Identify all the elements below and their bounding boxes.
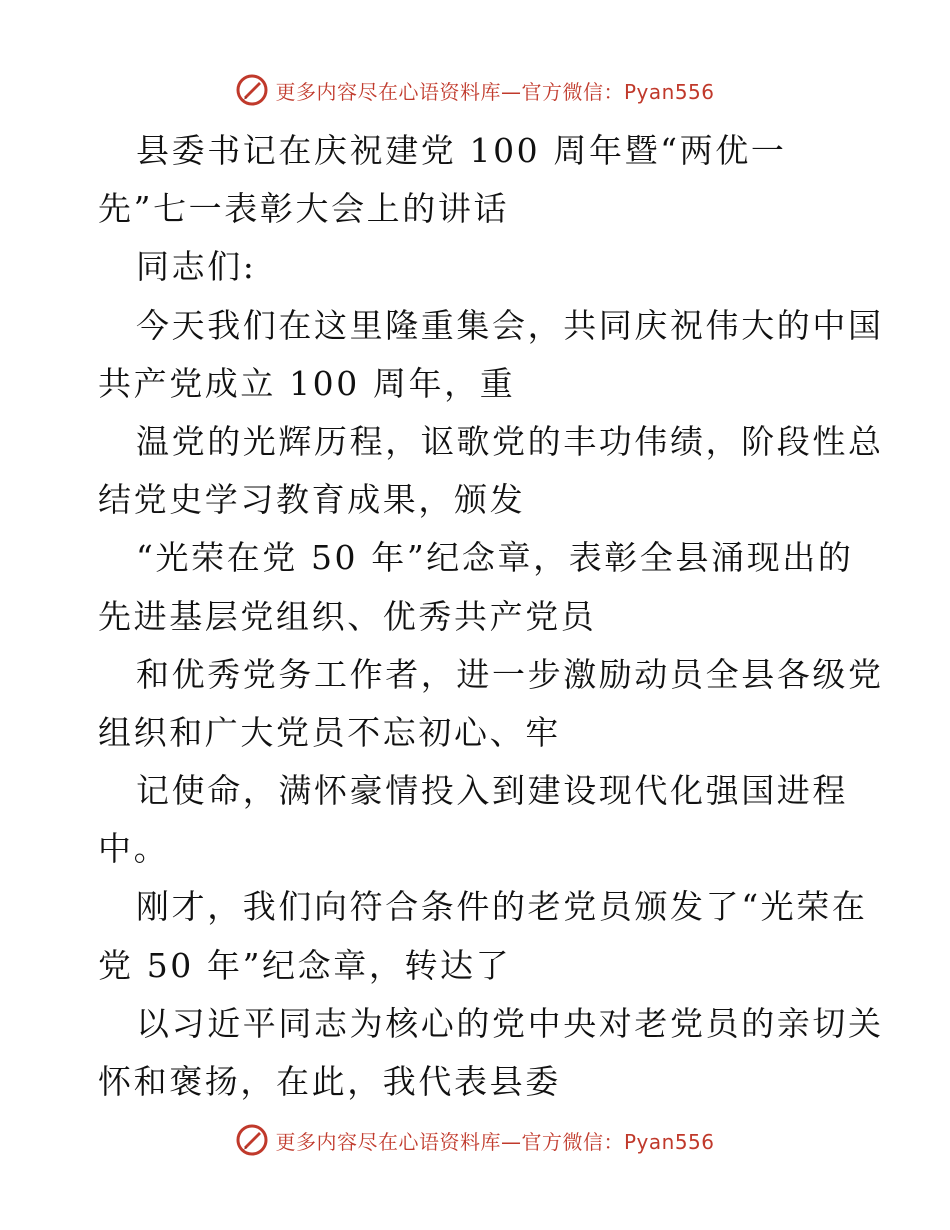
doc-line: 怀和褒扬，在此，我代表县委 [98,1062,561,1101]
doc-line: 先”七一表彰大会上的讲话 [98,189,510,229]
doc-line: 刚才，我们向符合条件的老党员颁发了“光荣在 [136,887,868,927]
doc-line: 和优秀党务工作者，进一步激励动员全县各级党 [136,654,884,694]
doc-line: 中。 [98,829,170,869]
doc-line: 同志们: [136,247,257,287]
red-quill-logo-icon [235,1123,269,1157]
header-banner-text [275,76,714,105]
banner-text-main: 更多内容尽在心语资料库—官方微信： [275,79,624,104]
doc-line: 今天我们在这里隆重集会，共同庆祝伟大的中国 [136,305,884,345]
document-body [98,122,884,1111]
red-quill-logo-icon [235,73,269,107]
doc-line: “光荣在党 50 年”纪念章，表彰全县涌现出的 [136,538,854,578]
header-banner [0,70,950,110]
footer-banner-text [275,1126,714,1155]
doc-line: 组织和广大党员不忘初心、牢 [98,712,561,752]
doc-line: 先进基层党组织、优秀共产党员 [98,596,597,636]
footer-banner [0,1120,950,1160]
doc-line: 共产党成立 100 周年，重 [98,363,516,403]
doc-line: 以习近平同志为核心的党中央对老党员的亲切关 [136,1003,884,1043]
doc-line: 记使命，满怀豪情投入到建设现代化强国进程 [136,771,848,811]
doc-line: 县委书记在庆祝建党 100 周年暨“两优一 [136,131,787,170]
banner-wechat-id: Pyan556 [623,79,715,104]
doc-line: 温党的光辉历程，讴歌党的丰功伟绩，阶段性总 [136,421,884,461]
doc-line: 结党史学习教育成果，颁发 [98,480,526,520]
banner-text-main: 更多内容尽在心语资料库—官方微信： [275,1129,624,1154]
doc-line: 党 50 年”纪念章，转达了 [98,945,512,985]
banner-wechat-id: Pyan556 [623,1129,715,1154]
